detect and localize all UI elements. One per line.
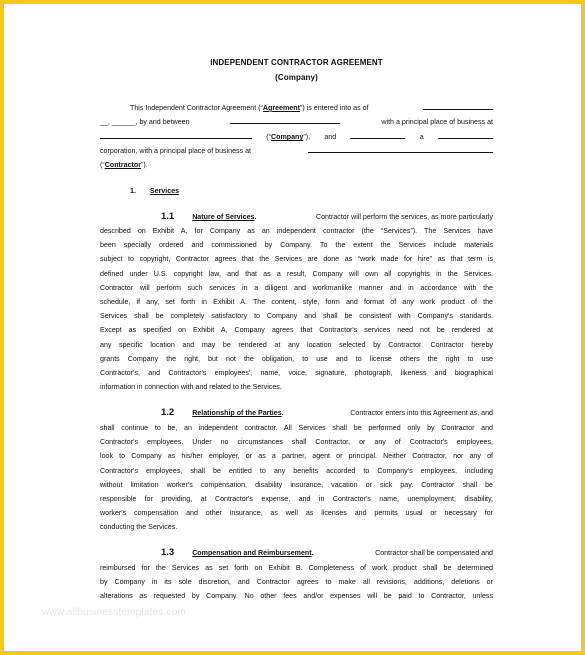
section-1-2-first-line: 1.2 Relationship of the Parties. Contractor enters into this Agreement as, and — [161, 407, 493, 418]
s12-line-4: Contractor's employees, shall be entitled to any benefits accorded to Company's employees, including — [100, 466, 493, 475]
s11-line-6: schedule, if any, set forth in Exhibit A. The content, style, form and format of any work product of the — [100, 298, 493, 306]
intro-line-1: This Independent Contractor Agreement (“Agreement”) is entered into as of — [130, 101, 493, 115]
s12-line-5: without limitation worker's compensation, disability insurance, vacation or sick pay. Contractor shall be — [100, 480, 493, 489]
section-1-1-heading: Nature of Services — [192, 213, 255, 221]
s12-line-8: conducting the Services. — [100, 523, 178, 532]
s13-line-1: reimbursed for the Services as set forth on Exhibit B. Completeness of work product shall be determined — [100, 564, 493, 572]
s13-line-2: by Company in its sole discretion, and Contractor agrees to make all revisions, additions, deletions or — [100, 578, 493, 587]
company-address-blank — [100, 130, 252, 139]
s11-line-11: Contractor's, and Contractor's employees', name, voice, signature, photograph, likeness and biographical — [100, 369, 493, 377]
s11-line-2: been specially ordered and commissioned by Company. To the extent the Services include materials — [100, 241, 493, 250]
s12-line-2: Contractor's employees. Under no circumstances shall Contractor, or any of Contractor's employees, — [100, 438, 493, 447]
section-1-3-number: 1.3 — [161, 547, 175, 558]
intro-line-5: (“Contractor”). — [100, 161, 148, 169]
term-company: Company — [271, 133, 304, 141]
s11-line-9: any specific location and may be rendered at any location selected by Contractor. Contractor hereby — [100, 340, 493, 349]
document-subtitle: (Company) — [275, 73, 318, 82]
state-blank — [438, 130, 493, 139]
contractor-address-blank — [308, 144, 493, 153]
section-1-1-first-line: 1.1 Nature of Services. Contractor will perform the services, as more particularly — [161, 211, 493, 222]
company-name-blank — [230, 115, 340, 124]
document-page — [4, 4, 581, 651]
s12-line-1: shall continue to be, an independent contractor. All Services shall be performed only by Contractor and — [100, 424, 493, 432]
section-1-heading: 1. Services — [130, 187, 180, 195]
intro-line-3: (“Company”), and a — [100, 130, 493, 144]
s11-line-3: subject to copyright, Contractor agrees that the Services are done as “work made for hire” as that term is — [100, 255, 493, 264]
watermark: www.allbusinesstemplates.com — [42, 607, 186, 618]
s12-line-6: responsible for providing, at Contractor's expense, and in Contractor's name, unemployment, disability, — [100, 495, 493, 503]
s13-line-3: alterations as requested by Company. No other fees and/or expenses will be paid to Contractor, unless — [100, 592, 493, 601]
s11-line-5: Contractor will perform such services in a diligent and workmanlike manner and in accordance with the — [100, 283, 493, 292]
contractor-name-blank — [350, 130, 405, 139]
s11-line-8: Except as specified on Exhibit A, Company agrees that Contractor's services need not be rendered at — [100, 326, 493, 335]
s12-line-3: look to Company as his/her employer, or as a partner, agent or principal. Neither Contractor, nor any of — [100, 452, 493, 461]
intro-line-4: corporation, with a principal place of business at — [100, 144, 493, 158]
section-1-3-first-line: 1.3 Compensation and Reimbursement. Contractor shall be compensated and — [161, 547, 493, 558]
section-1-2-heading: Relationship of the Parties — [192, 409, 282, 417]
s11-line-10: grants Company the right, but not the obligation, to use and to license others the right to use — [100, 354, 493, 363]
s11-line-1: described on Exhibit A, for Company as an independent contractor (the “Services”). The Services have — [100, 227, 493, 235]
document-title: INDEPENDENT CONTRACTOR AGREEMENT — [210, 58, 383, 67]
section-1-2-number: 1.2 — [161, 407, 175, 418]
term-contractor: Contractor — [104, 161, 141, 169]
date-blank — [423, 101, 493, 110]
section-1-1-number: 1.1 — [161, 211, 175, 222]
s12-line-7: worker's compensation and other insurance, as well as licenses and permits usual or necessary for — [100, 509, 493, 518]
intro-line-2: __, ______, by and between with a principal place of business at — [100, 115, 493, 129]
term-agreement: Agreement — [262, 104, 300, 112]
s11-line-4: defined under U.S. copyright law, and that as a result, Company will own all copyrights in the Services. — [100, 269, 493, 278]
s11-line-7: Services shall be completely satisfactory to Company and shall be consistent with Company's standards. — [100, 312, 493, 321]
section-1-3-heading: Compensation and Reimbursement — [192, 549, 312, 557]
s11-line-12: information in connection with and related to the Services. — [100, 383, 282, 392]
